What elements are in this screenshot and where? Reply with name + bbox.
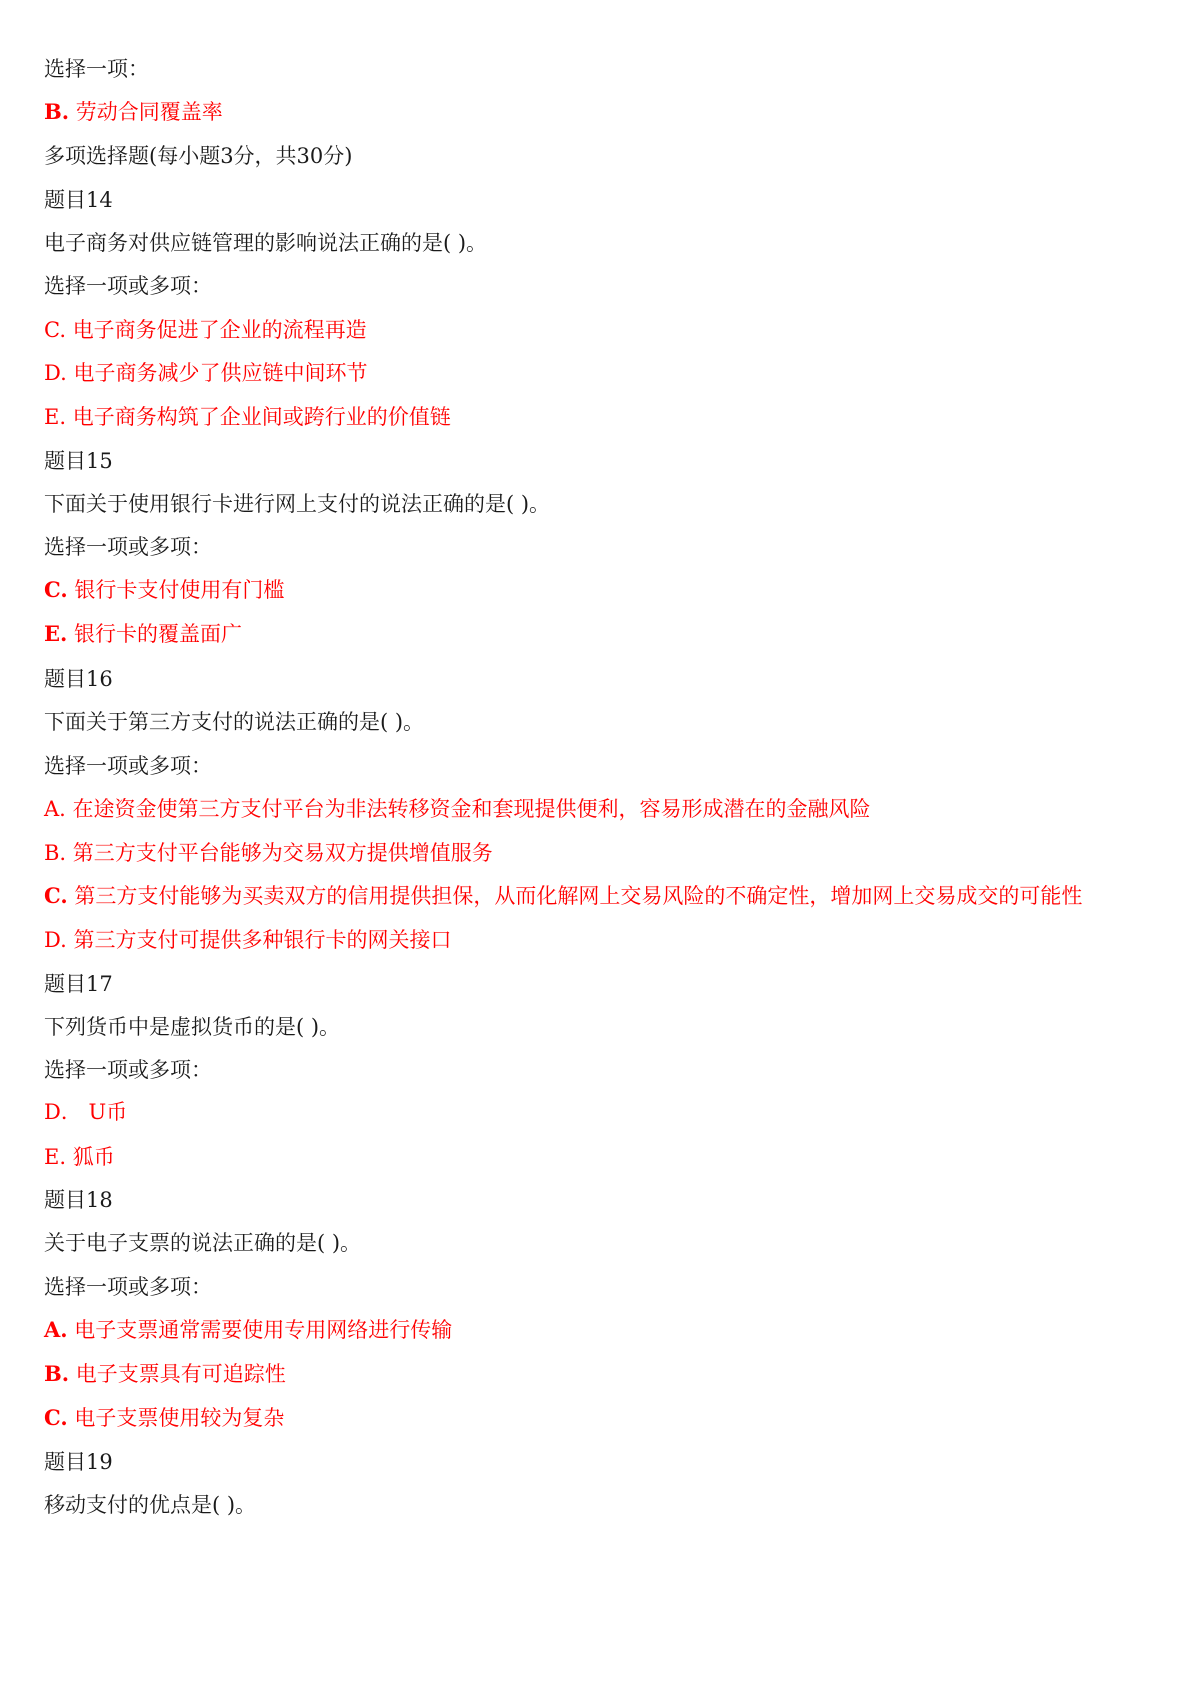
question-number: 题目16: [44, 667, 113, 691]
choice-prompt: 选择一项或多项：: [44, 754, 212, 778]
question-text: 关于电子支票的说法正确的是( )。: [44, 1231, 362, 1255]
choice-prompt: 选择一项或多项：: [44, 1275, 212, 1299]
answer-text: 狐币: [72, 1145, 115, 1169]
answer-letter: E.: [44, 1145, 67, 1169]
question-text: 下面关于使用银行卡进行网上支付的说法正确的是( )。: [44, 492, 551, 516]
answer-text: 电子商务构筑了企业间或跨行业的价值链: [72, 405, 451, 429]
answer-text: 银行卡的覆盖面广: [74, 622, 243, 646]
answer-text: 第三方支付可提供多种银行卡的网关接口: [73, 928, 452, 952]
answer-option: [44, 359, 367, 387]
answer-text: U币: [88, 1100, 128, 1124]
answer-option: [44, 1143, 115, 1171]
answer-letter: D．: [44, 1100, 82, 1124]
question-text: 移动支付的优点是( )。: [44, 1493, 257, 1517]
answer-letter: E.: [44, 621, 68, 646]
question-number: 题目14: [44, 188, 113, 212]
choice-prompt: 选择一项或多项：: [44, 535, 212, 559]
answer-option: [44, 1404, 284, 1432]
answer-letter: A.: [44, 1317, 68, 1342]
question-text: 下面关于第三方支付的说法正确的是( )。: [44, 710, 425, 734]
answer-option: [44, 882, 1082, 910]
answer-text: 第三方支付平台能够为交易双方提供增值服务: [72, 841, 493, 865]
question-text: 电子商务对供应链管理的影响说法正确的是( )。: [44, 231, 488, 255]
answer-text: 电子支票通常需要使用专用网络进行传输: [74, 1318, 453, 1342]
answer-letter: A.: [44, 797, 66, 821]
answer-text: 电子支票使用较为复杂: [74, 1406, 285, 1430]
question-number: 题目19: [44, 1450, 113, 1474]
question-number: 题目17: [44, 972, 113, 996]
section-heading: 多项选择题(每小题3分，共30分): [44, 144, 353, 168]
answer-letter: C.: [44, 318, 66, 342]
question-number: 题目18: [44, 1188, 113, 1212]
answer-letter: D.: [44, 361, 67, 385]
choice-prompt: 选择一项或多项：: [44, 1058, 212, 1082]
answer-text: 电子商务减少了供应链中间环节: [73, 361, 368, 385]
answer-text: 第三方支付能够为买卖双方的信用提供担保，从而化解网上交易风险的不确定性，增加网上交易成交的可能性: [74, 884, 1083, 908]
choice-prompt: 选择一项：: [44, 57, 149, 81]
answer-option: [44, 1360, 286, 1388]
answer-option: [44, 1098, 127, 1126]
answer-option: [44, 98, 223, 126]
answer-text: 劳动合同覆盖率: [75, 100, 223, 124]
answer-text: 在途资金使第三方支付平台为非法转移资金和套现提供便利，容易形成潜在的金融风险: [72, 797, 871, 821]
answer-text: 电子支票具有可追踪性: [75, 1362, 286, 1386]
answer-option: [44, 316, 367, 344]
answer-text: 电子商务促进了企业的流程再造: [72, 318, 367, 342]
answer-letter: C.: [44, 1405, 68, 1430]
answer-option: [44, 839, 493, 867]
choice-prompt: 选择一项或多项：: [44, 274, 212, 298]
answer-letter: B.: [44, 841, 67, 865]
answer-option: [44, 403, 451, 431]
answer-option: [44, 795, 871, 823]
answer-letter: E.: [44, 405, 67, 429]
answer-letter: B.: [44, 1361, 70, 1386]
answer-text: 银行卡支付使用有门槛: [74, 578, 285, 602]
answer-letter: C.: [44, 883, 68, 908]
answer-letter: C.: [44, 577, 68, 602]
answer-option: [44, 926, 451, 954]
question-text: 下列货币中是虚拟货币的是( )。: [44, 1015, 341, 1039]
question-number: 题目15: [44, 449, 113, 473]
answer-option: [44, 620, 242, 648]
answer-letter: B.: [44, 99, 70, 124]
answer-option: [44, 1316, 452, 1344]
answer-letter: D.: [44, 928, 67, 952]
answer-option: [44, 576, 284, 604]
